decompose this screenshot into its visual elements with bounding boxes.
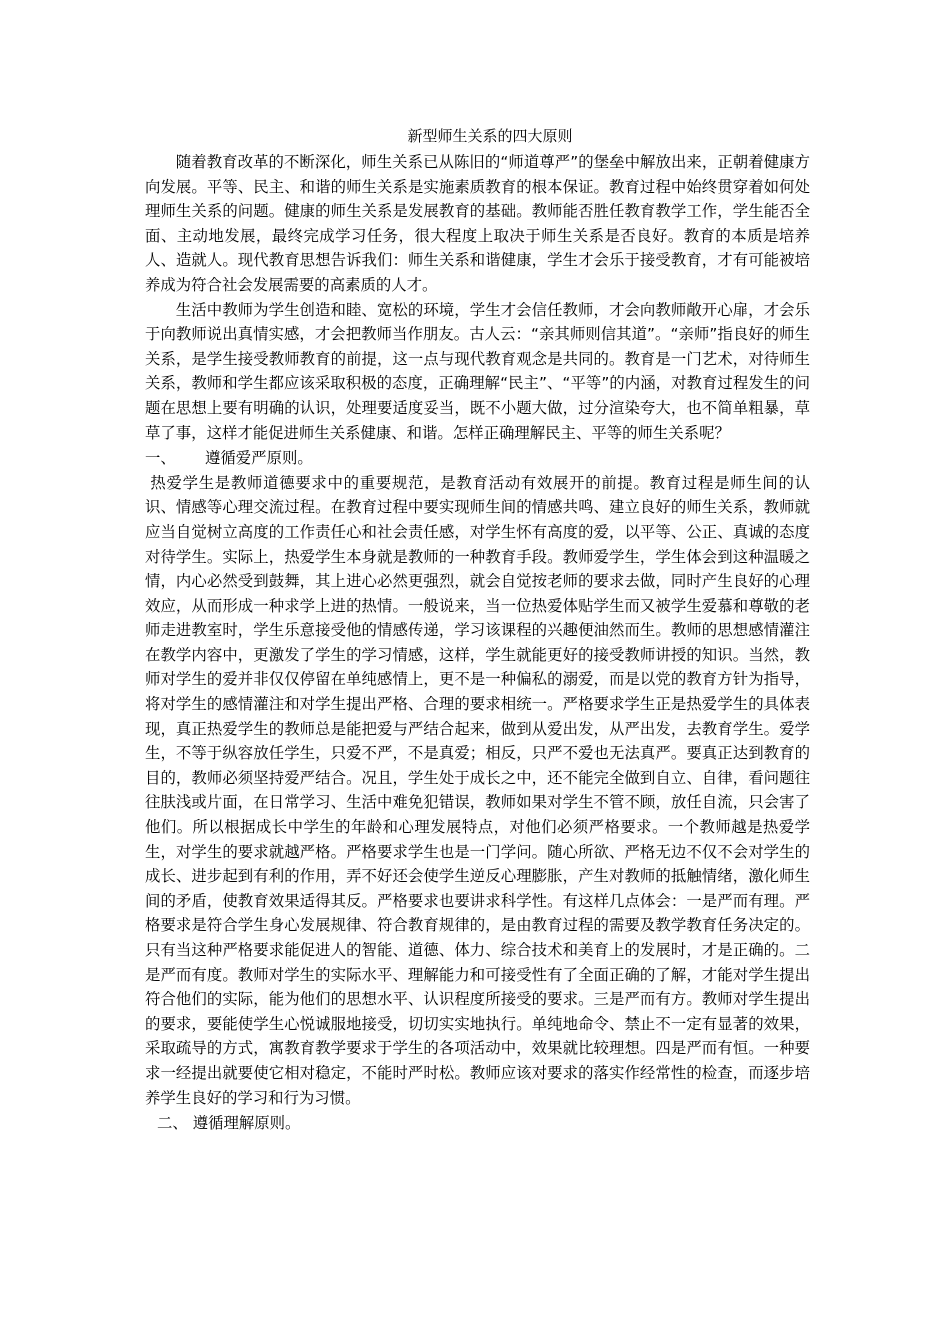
document-title: 新型师生关系的四大原则 bbox=[407, 127, 573, 145]
section-2-number: 二、 bbox=[157, 1114, 188, 1133]
intro-paragraph: 随着教育改革的不断深化，师生关系已从陈旧的“师道尊严”的堡垒中解放出来，正朝着健康方向发展。平等、民主、和谐的师生关系是实施素质教育的根本保证。教育过程中始终贯穿着如何处理师生关系的问题。健康的师生关系是发展教育的基础。教师能否胜任教育教学工作，学生能否全面、主动地发展，最终完成学习任务，很大程度上取决于师生关系是否良好。教育的本质是培养人、造就人。现代教育思想告诉我们：师生关系和谐健康，学生才会乐于接受教育，才有可能被培养成为符合社会发展需要的高素质的人才。 bbox=[145, 153, 810, 294]
love-strict-paragraph: 热爱学生是教师道德要求中的重要规范，是教育活动有效展开的前提。教育过程是师生间的认识、情感等心理交流过程。在教育过程中要实现师生间的情感共鸣、建立良好的师生关系，教师就应当自觉树立高度的工作责任心和社会责任感，对学生怀有高度的爱，以平等、公正、真诚的态度对待学生。实际上，热爱学生本身就是教师的一种教育手段。教师爱学生，学生体会到这种温暖之情，内心必然受到鼓舞，其上进心必然更强烈，就会自觉按老师的要求去做，同时产生良好的心理效应，从而形成一种求学上进的热情。一般说来，当一位热爱体贴学生而又被学生爱慕和尊敬的老师走进教室时，学生乐意接受他的情感传递，学习该课程的兴趣便油然而生。教师的思想感情灌注在教学内容中，更激发了学生的学习情感，这样，学生就能更好的接受教师讲授的知识。当然，教师对学生的爱并非仅仅停留在单纯感情上，更不是一种偏私的溺爱，而是以党的教育方针为指导，将对学生的感情灌注和对学生提出严格、合理的要求相统一。严格要求学生正是热爱学生的具体表现，真正热爱学生的教师总是能把爱与严结合起来，做到从爱出发，从严出发，去教育学生。爱学生，不等于纵容放任学生，只爱不严，不是真爱；相反，只严不爱也无法真严。要真正达到教育的目的，教师必须坚持爱严结合。况且，学生处于成长之中，还不能完全做到自立、自律，看问题往往肤浅或片面，在日常学习、生活中难免犯错误，教师如果对学生不管不顾，放任自流，只会害了他们。所以根据成长中学生的年龄和心理发展特点，对他们必须严格要求。一个教师越是热爱学生，对学生的要求就越严格。严格要求学生也是一门学问。随心所欲、严格无边不仅不会对学生的成长、进步起到有利的作用，弄不好还会使学生逆反心理膨胀，产生对教师的抵触情绪，激化师生间的矛盾，使教育效果适得其反。严格要求也要讲求科学性。有这样几点体会：一是严而有理。严格要求是符合学生身心发展规律、符合教育规律的，是由教育过程的需要及教学教育任务决定的。只有当这种严格要求能促进人的智能、道德、体力、综合技术和美育上的发展时，才是正确的。二是严而有度。教师对学生的实际水平、理解能力和可接受性有了全面正确的了解，才能对学生提出符合他们的实际，能为他们的思想水平、认识程度所接受的要求。三是严而有方。教师对学生提出的要求，要能使学生心悦诚服地接受，切切实实地执行。单纯地命令、禁止不一定有显著的效果，采取疏导的方式，寓教育教学要求于学生的各项活动中，效果就比较理想。四是严而有恒。一种要求一经提出就要使它相对稳定，不能时严时松。教师应该对要求的落实作经常性的检查，而逐步培养学生良好的学习和行为习惯。 bbox=[145, 473, 810, 1107]
section-heading-2 bbox=[145, 1111, 810, 1136]
document-page bbox=[145, 126, 810, 1136]
section-heading-1 bbox=[145, 446, 810, 471]
section-2-title: 遵循理解原则。 bbox=[192, 1114, 301, 1133]
section-1-title: 遵循爱严原则。 bbox=[205, 449, 313, 468]
second-paragraph: 生活中教师为学生创造和睦、宽松的环境，学生才会信任教师，才会向教师敞开心扉，才会乐于向教师说出真情实感，才会把教师当作朋友。古人云：“亲其师则信其道”。“亲师”指良好的师生关系，是学生接受教师教育的前提，这一点与现代教育观念是共同的。教育是一门艺术，对待师生关系，教师和学生都应该采取积极的态度，正确理解“民主”、“平等”的内涵，对教育过程发生的问题在思想上要有明确的认识，处理要适度妥当，既不小题大做，过分渲染夸大，也不简单粗暴，草草了事，这样才能促进师生关系健康、和谐。怎样正确理解民主、平等的师生关系呢？ bbox=[145, 300, 810, 442]
section-1-number: 一、 bbox=[145, 449, 176, 468]
